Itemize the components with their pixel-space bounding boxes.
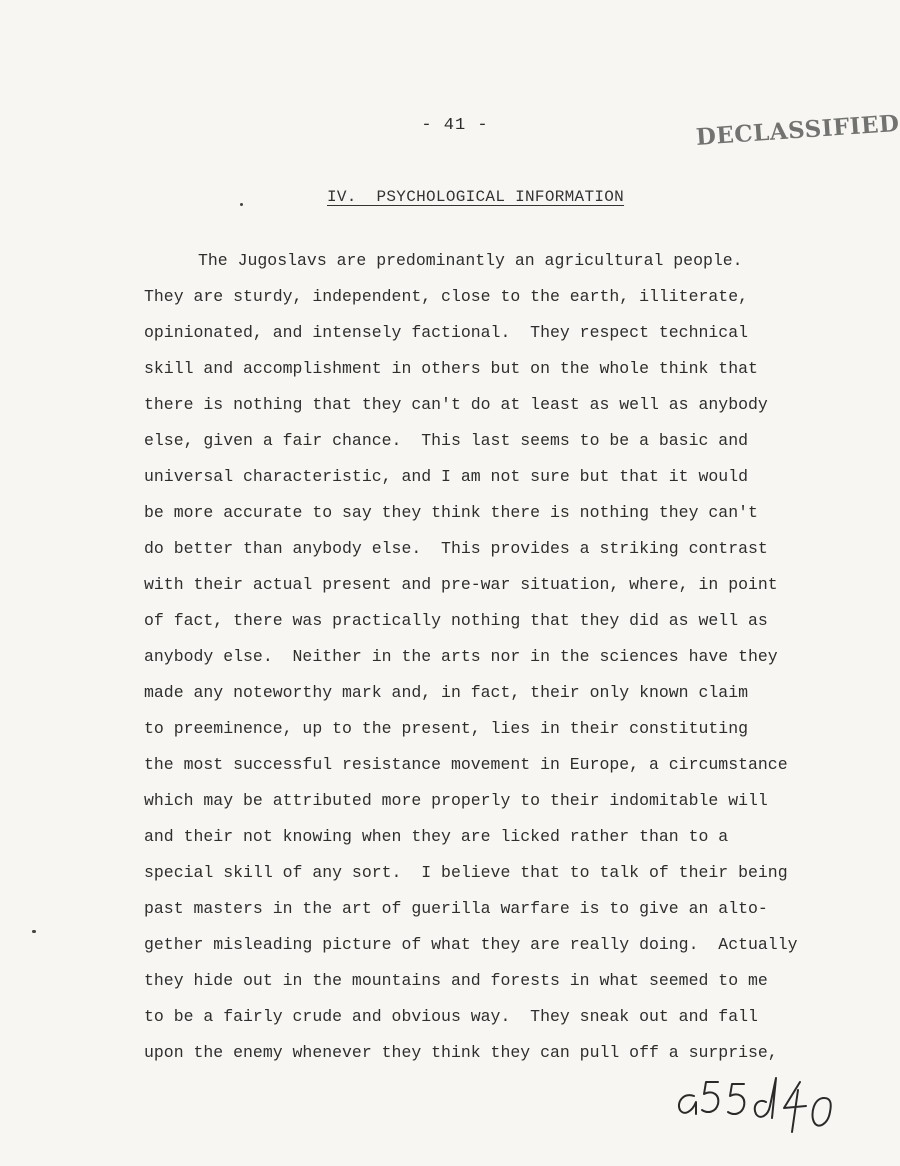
text-line: with their actual present and pre-war situation, where, in point	[144, 575, 778, 594]
text-line: do better than anybody else. This provides a striking contrast	[144, 539, 768, 558]
text-line: they hide out in the mountains and forests in what seemed to me	[144, 971, 768, 990]
text-line: past masters in the art of guerilla warfare is to give an alto-	[144, 899, 768, 918]
text-line: to preeminence, up to the present, lies in their constituting	[144, 719, 748, 738]
text-line: special skill of any sort. I believe that to talk of their being	[144, 863, 788, 882]
text-line: else, given a fair chance. This last seems to be a basic and	[144, 431, 748, 450]
text-line: universal characteristic, and I am not sure but that it would	[144, 467, 748, 486]
text-line: opinionated, and intensely factional. They respect technical	[144, 323, 748, 342]
text-line: The Jugoslavs are predominantly an agricultural people.	[198, 251, 743, 270]
page-number: - 41 -	[421, 116, 489, 135]
declassified-stamp: DECLASSIFIED	[695, 109, 900, 151]
handwritten-reference-mark	[672, 1072, 842, 1136]
text-line: be more accurate to say they think there is nothing they can't	[144, 503, 758, 522]
text-line: there is nothing that they can't do at least as well as anybody	[144, 395, 768, 414]
text-line: anybody else. Neither in the arts nor in the sciences have they	[144, 647, 778, 666]
text-line: the most successful resistance movement in Europe, a circumstance	[144, 755, 788, 774]
text-line: of fact, there was practically nothing that they did as well as	[144, 611, 768, 630]
text-line: which may be attributed more properly to their indomitable will	[144, 791, 768, 810]
text-line: gether misleading picture of what they are really doing. Actually	[144, 935, 798, 954]
body-text	[144, 243, 864, 1071]
scan-speck	[32, 930, 36, 933]
text-line: They are sturdy, independent, close to the earth, illiterate,	[144, 287, 748, 306]
text-line: and their not knowing when they are licked rather than to a	[144, 827, 729, 846]
text-line: made any noteworthy mark and, in fact, their only known claim	[144, 683, 748, 702]
text-line: upon the enemy whenever they think they can pull off a surprise,	[144, 1043, 778, 1062]
scan-speck	[240, 203, 243, 206]
section-heading: IV. PSYCHOLOGICAL INFORMATION	[327, 188, 625, 206]
text-line: to be a fairly crude and obvious way. They sneak out and fall	[144, 1007, 758, 1026]
text-line: skill and accomplishment in others but on the whole think that	[144, 359, 758, 378]
